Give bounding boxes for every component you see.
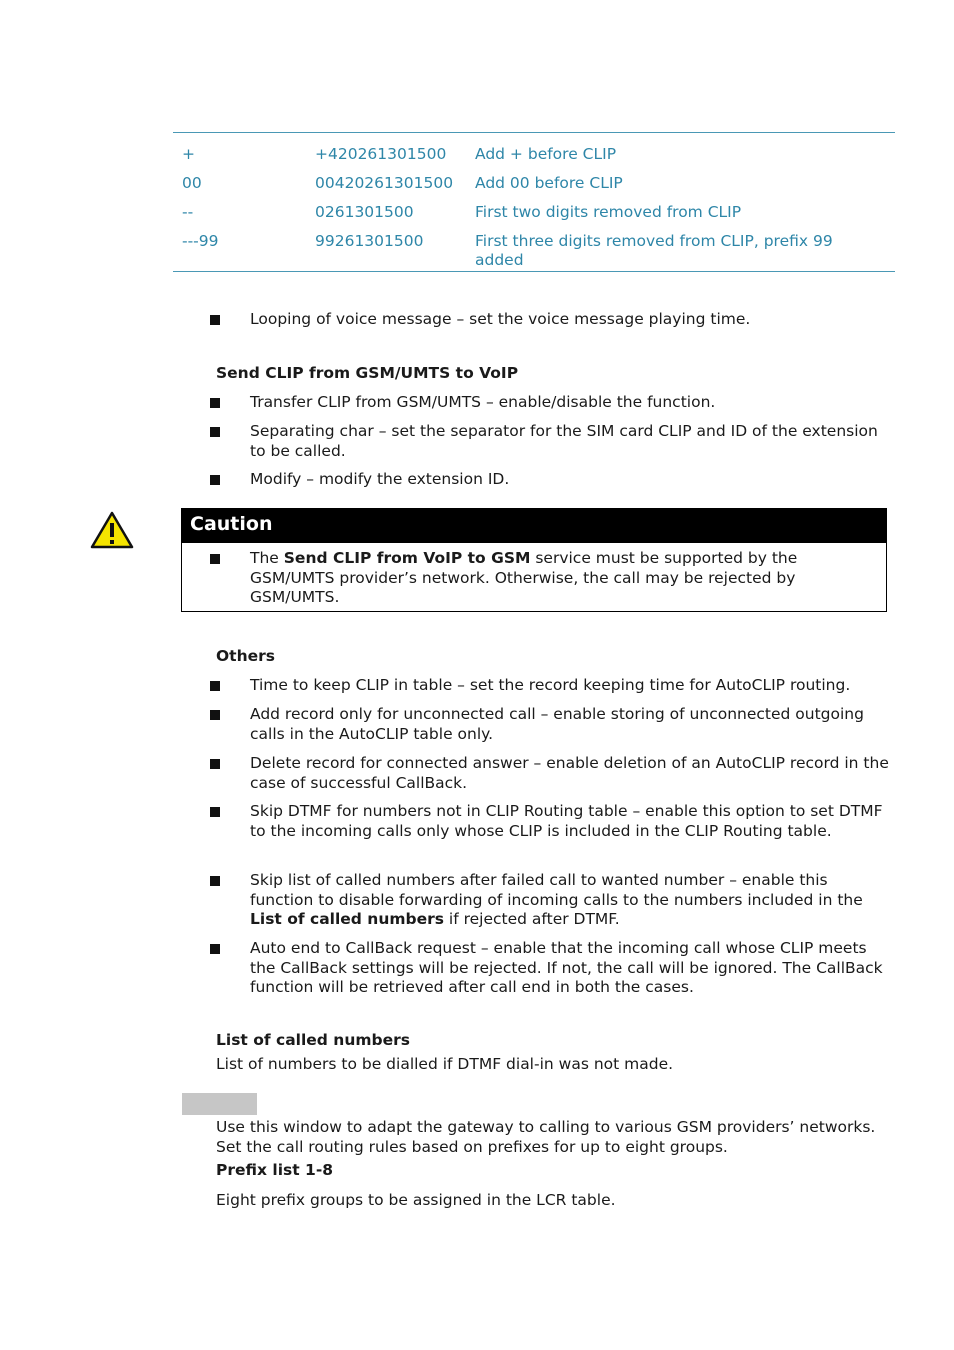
- prefix-modification-table: [173, 132, 895, 272]
- section-marker: [182, 1093, 257, 1115]
- square-bullet-icon: [210, 759, 220, 769]
- square-bullet-icon: [210, 876, 220, 886]
- table-cell: 99261301500: [315, 232, 424, 250]
- section-heading: Send CLIP from GSM/UMTS to VoIP: [216, 364, 519, 382]
- warning-triangle-icon: [89, 510, 135, 550]
- paragraph: Eight prefix groups to be assigned in the LCR table.: [216, 1191, 616, 1209]
- square-bullet-icon: [210, 807, 220, 817]
- caution-box: [181, 508, 887, 612]
- table-cell: 0261301500: [315, 203, 414, 221]
- square-bullet-icon: [210, 554, 220, 564]
- table-cell: First two digits removed from CLIP: [475, 203, 742, 221]
- square-bullet-icon: [210, 398, 220, 408]
- square-bullet-icon: [210, 315, 220, 325]
- paragraph: List of numbers to be dialled if DTMF dial-in was not made.: [216, 1055, 674, 1073]
- section-heading: List of called numbers: [216, 1031, 410, 1049]
- square-bullet-icon: [210, 681, 220, 691]
- table-cell: Add + before CLIP: [475, 145, 617, 163]
- caution-title: Caution: [190, 513, 273, 535]
- table-cell: +: [182, 145, 195, 163]
- square-bullet-icon: [210, 944, 220, 954]
- section-heading: Prefix list 1-8: [216, 1161, 334, 1179]
- caution-header: [182, 509, 886, 543]
- table-cell: 00420261301500: [315, 174, 454, 192]
- table-cell: --: [182, 203, 194, 221]
- square-bullet-icon: [210, 710, 220, 720]
- table-cell: +420261301500: [315, 145, 447, 163]
- table-cell: Add 00 before CLIP: [475, 174, 623, 192]
- paragraph: Use this window to adapt the gateway to calling to various GSM providers’ networks. Set the call routing rules based on prefixes for up to eight groups.: [216, 1118, 876, 1156]
- table-cell: First three digits removed from CLIP, prefix 99 added: [475, 232, 833, 269]
- section-heading: Others: [216, 647, 276, 665]
- square-bullet-icon: [210, 475, 220, 485]
- caution-text: The Send CLIP from VoIP to GSM service must be supported by the GSM/UMTS provider’s network. Otherwise, the call may be rejected by GSM/UMTS.: [250, 549, 798, 606]
- table-cell: 00: [182, 174, 202, 192]
- table-cell: ---99: [182, 232, 219, 250]
- square-bullet-icon: [210, 427, 220, 437]
